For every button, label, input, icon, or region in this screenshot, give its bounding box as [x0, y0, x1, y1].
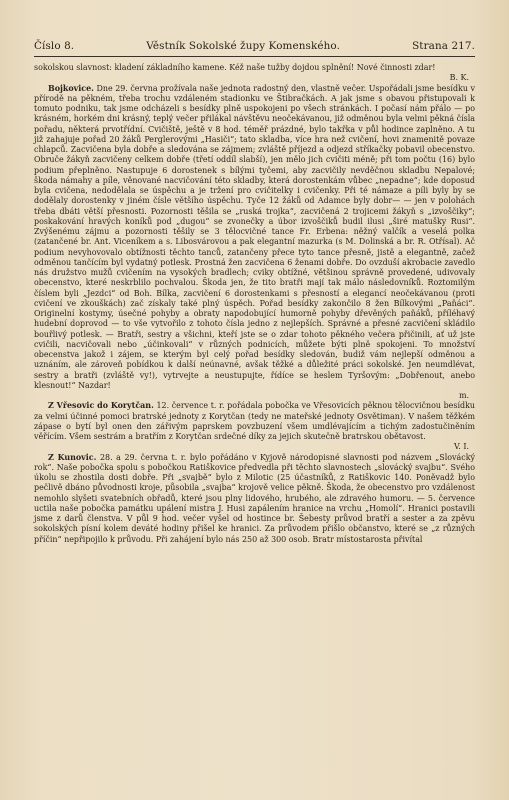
paragraph-vresovice [34, 401, 475, 442]
issue-number: Číslo 8. [34, 40, 75, 52]
journal-title: Věstník Sokolské župy Komenského. [146, 40, 341, 52]
header-rule [34, 56, 475, 57]
place-milotice: Z Kunovic. [48, 452, 97, 462]
paragraph-intro [34, 63, 475, 73]
page-header [34, 40, 475, 52]
article-body [34, 63, 475, 545]
paragraph-intro-text: sokolskou slavnost: kladení základního kamene. Kéž naše tužby dojdou splnění! Nové činnosti zdar! [34, 63, 436, 72]
signature-m: m. [458, 391, 469, 400]
signature-bk: B. K. [449, 73, 469, 83]
signature-vi: V. I. [453, 442, 469, 452]
place-bojkovice: Bojkovice. [48, 83, 94, 93]
place-vresovice: Z Vřesovic do Korytčan. [48, 401, 154, 411]
paragraph-bojkovice-text: Dne 29. června prožívala naše jednota radostný den, vlastně večer. Uspořádali jsme besídku v přírodě na pěkném, třeba trochu vzdáleném stadionku ve Štibračkách. A jak jsme s obavou přistupovali k tomuto podniku, tak jsme odcházeli s besídky plně uspokojeni po všech stránkách. I počasí nám přálo — po krásném, horkém dni krásný, teplý večer přilákal návštěvu neočekávanou, již odměnou byla velmi pěkná číslа pořadu, některá prvotřídní. Cvičiště, ještě v 8 hod. téměř prázdné, bylo takřka v půl hodince zaplněno. A tu již zahajuje pořad 20 žáků Perglerovými „Hasiči“; tato skladba, více hra než cvičení, hovi znamenitě povaze chlapců. Zacvičena byla dobře a sledována se zájmem; zvláště příjezd a odjezd stříkačky pobavil obecenstvo. Obruče žákyň zacvičeny celkem dobře (třetí oddíl slabší), jen mělo jich cvičiti méně; při tom počtu (16) bylo podium přeplněno. Nastupuje 6 dorostenek s bílými tyčemi, aby zacvičily nevděčnou skladbu Nepalové; škoda námahy a píle, věnované nacvičování této skladby, která dorostenkám vůbec „nepadne“; kde doposud byla cvičena, nedodělala se úspěchu a je tržení pro cvičitelky i cvičenky. Při té námaze a píli byly by se dodělaly dorostenky v jiném číslе většího úspěchu. Tyče 12 žáků od Adamce byly dobr— — jen v polohách třeba dbáti větší přesnosti. Pozornosti těšila se „ruská trojka“, zacvičená 2 trojicemi žákyň s „izvoščiky“; poskakování hravých koníků pod „dugou“ se zvonečky a úbor izvoščiků budil ilusi „širé matušky Rusi“. Zvýšenému zájmu a pozornosti těšily se 3 tělocvičné tance Fr. Erbena: něžný valčík a veselá polka (zatančené br. Ant. Viceníkem a s. Libosvárovou a pak elegantní mazurka (s M. Dolinská a br. R. Otřísal). Ač podium nevyhovovalo obtížnosti těchto tanců, zatančeny přece tyto tance přesně, jistě a elegantně, začež odměnou tančícím byl vydatný potlesk. Prostná žen zacvičena 6 ženami dobře. Do ovzduší akrobacie zavedlo nás družstvo mužů cvičením na vysokých bradlech; cviky obtížné, většinou správně provedené, udivovaly obecenstvo, které neskrblilo pochvalou. Škoda jen, že tito bratři mají tak málo následovníků. Roztomilým číslem byli „Jezdci“ od Boh. Bílka, zacvičení 6 dorostenkami s přesností a elegancí neočekávanou (proti cvičení ve zkouškách) zač získaly také plný úspěch. Pořad besídky zakončilo 8 žen Bílkovými „Paňáci“. Originelní kostymy, úsečné pohyby a obraty napodobující humorně pohyby dřevěných paňáků, příléhavý hudební doprovod — to vše vytvořilo z tohoto čísla jedno z nejlepších. Správné a přesné zacvičení skládilo bouřlivý potlesk. — Bratři, sestry a všichni, kteří jste se o zdar tohoto pěkného večera přičinili, ať už jste cvičili, nacvičovali nebo „účinkovali“ v různých podnicích, můžete býti plně spokojeni. To množství obecenstva jakož i zájem, se kterým byl celý pořad besídky sledován, budiž vám nejlepší odměnou a uznáním, ale zároveň pobídkou k další neúnavné, avšak těžké a důležité práci sokolské. Jen neumdlévat, sestry a bratři (zvláště vy!), vytrvejte a neustupujte, řídíce se heslem Tyršovým: „Dobřenout, anebo klesnout!“ Nazdar! [34, 83, 475, 390]
page-number: Strana 217. [412, 40, 475, 52]
paragraph-bojkovice [34, 84, 475, 392]
paragraph-milotice [34, 453, 475, 545]
paragraph-vresovice-text: 12. července t. r. pořádala pobočka ve Vřesovicích pěknou tělocvičnou besídku za velmi účinné pomoci bratrské jednoty z Korytčan (tedy ne mateřské jednoty Osvětiman). V našem těžkém zápase o bytí byl onen den zářivým paprskem povzbuzení všem umdlévajícím a tichým zadostučiněním věřícím. Všem sestrám a bratřím z Korytčan srdečné díky za jejich skutečně bratrskou obětavost. [34, 401, 475, 441]
paragraph-milotice-text: 28. a 29. června t. r. bylo pořádáno v Kyjově národopisné slavnosti pod názvem „Slovácký rok“. Naše pobočka spolu s pobočkou Ratiškovice předvedla při těchto slavnostech „slovácký svajbu“. Svého úkolu se zhostila dosti dobře. Při „svajbě“ bylo z Milotic (25 účastníků, z Ratiškovic 140. Poněvadž bylo pečlivě dbáno původnosti kroje, působila „svajba“ krojově velice pěkně. Škoda, že obecenstvo pro vzdálenost nemohlo slyšeti svatebních obřadů, které jsou plny lidového, hrubého, ale zdravého humoru. — 5. července uctila naše pobočka památku upálení mistra J. Husi zapálením hranice na vrchu „Homolí“. Hranici postavili jsme z darů členstva. V půl 9 hod. večer vyšel od hostince br. Šebesty průvod bratří a sester a za zpěvu sokolských písní kolem deváté hodiny přišel ke hranici. Za průvodem přišlo občanstvo, které se „z různých příčin“ nepřipojilo k průvodu. Při zahájení bylo nás 250 až 300 osob. Bratr místostarosta přivítal [34, 452, 476, 544]
